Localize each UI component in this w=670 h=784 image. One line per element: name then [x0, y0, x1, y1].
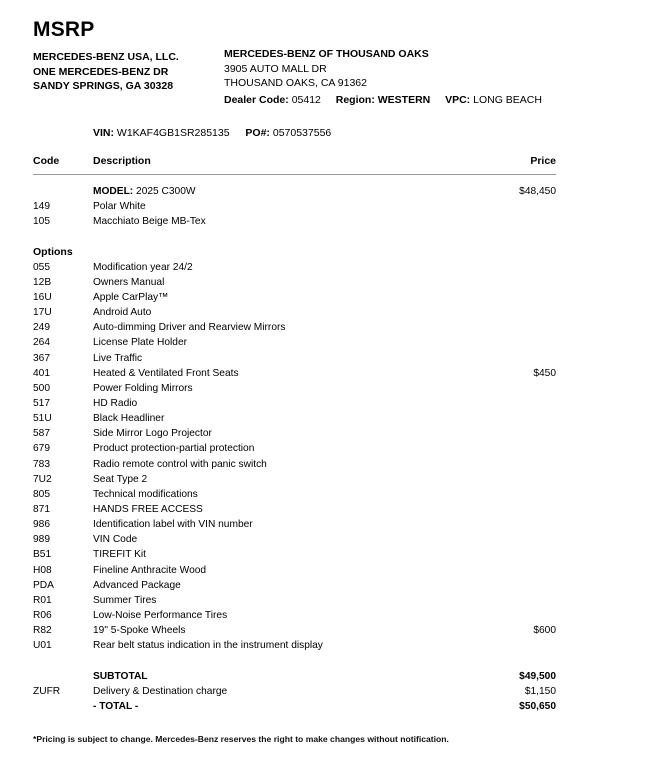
- row-description: Auto-dimming Driver and Rearview Mirrors: [93, 322, 286, 334]
- row-code: R82: [33, 625, 52, 637]
- row-description: Advanced Package: [93, 579, 181, 591]
- dealer-block: [224, 47, 542, 107]
- page-title: MSRP: [33, 18, 95, 41]
- row-code: 51U: [33, 413, 52, 425]
- row-code: 500: [33, 382, 50, 394]
- footnote: *Pricing is subject to change. Mercedes-Benz reserves the right to make changes without notification.: [33, 734, 449, 744]
- row-code: 055: [33, 261, 50, 273]
- row-code: U01: [33, 640, 52, 652]
- row-code: 12B: [33, 276, 52, 288]
- row-description: License Plate Holder: [93, 337, 188, 349]
- row-description: Live Traffic: [93, 352, 143, 364]
- dealer-name: MERCEDES-BENZ OF THOUSAND OAKS: [224, 48, 429, 60]
- row-spacer: [33, 653, 556, 668]
- region-label: Region:: [335, 93, 375, 106]
- row-description: Product protection-partial protection: [93, 443, 255, 455]
- row-description: TIREFIT Kit: [93, 549, 147, 561]
- table-row-model: [33, 184, 556, 199]
- row-description: Low-Noise Performance Tires: [93, 609, 228, 621]
- manufacturer-address: [33, 50, 179, 94]
- table-row: [33, 381, 556, 396]
- table-row: [33, 487, 556, 502]
- po-label: PO#:: [245, 127, 270, 139]
- total-row: [33, 699, 556, 714]
- row-description: Radio remote control with panic switch: [93, 458, 267, 470]
- row-code: 367: [33, 352, 50, 364]
- row-description: Modification year 24/2: [93, 261, 193, 273]
- row-description: Delivery & Destination charge: [93, 685, 228, 697]
- table-row: [33, 260, 556, 275]
- table-row: [33, 411, 556, 426]
- row-code: B51: [33, 549, 52, 561]
- table-row: [33, 638, 556, 653]
- row-code: 16U: [33, 291, 52, 303]
- table-row: [33, 214, 556, 229]
- vpc-value: LONG BEACH: [473, 93, 542, 106]
- row-code: R06: [33, 609, 52, 621]
- row-price: $49,500: [519, 670, 556, 682]
- row-price: $600: [533, 625, 556, 637]
- row-code: 105: [33, 216, 50, 228]
- row-price: $50,650: [519, 700, 556, 712]
- po-value: 0570537556: [272, 127, 332, 139]
- table-row: [33, 320, 556, 335]
- destination-charge-row: [33, 684, 556, 699]
- row-description: Macchiato Beige MB-Tex: [93, 216, 206, 228]
- vin-label: VIN:: [93, 127, 114, 139]
- row-code: PDA: [33, 579, 54, 591]
- vin-line: [93, 127, 331, 139]
- row-spacer: [33, 229, 556, 244]
- table-row: [33, 593, 556, 608]
- row-description: Seat Type 2: [93, 473, 148, 485]
- row-code: 805: [33, 488, 50, 500]
- table-row: [33, 547, 556, 562]
- table-row: [33, 366, 556, 381]
- subtotal-row: [33, 669, 556, 684]
- row-description: Identification label with VIN number: [93, 519, 253, 531]
- dealer-code-value: 05412: [291, 93, 321, 106]
- manufacturer-line-3: SANDY SPRINGS, GA 30328: [33, 80, 174, 92]
- row-description: Android Auto: [93, 307, 152, 319]
- row-description: VIN Code: [93, 534, 138, 546]
- row-description: Black Headliner: [93, 413, 165, 425]
- vpc-label: VPC:: [445, 93, 471, 106]
- row-description: HD Radio: [93, 397, 138, 409]
- table-row: [33, 623, 556, 638]
- column-header-code: Code: [33, 155, 60, 167]
- line-items: [33, 184, 556, 714]
- row-code: R01: [33, 594, 52, 606]
- table-row: [33, 457, 556, 472]
- options-section-header: [33, 245, 556, 260]
- row-code: 17U: [33, 307, 52, 319]
- column-header-price: Price: [530, 155, 556, 167]
- dealer-address-2: THOUSAND OAKS, CA 91362: [224, 77, 367, 89]
- table-row: [33, 199, 556, 214]
- row-description: Technical modifications: [93, 488, 198, 500]
- row-description: Apple CarPlay™: [93, 291, 169, 303]
- table-row: [33, 578, 556, 593]
- row-price: $450: [533, 367, 556, 379]
- table-row: [33, 351, 556, 366]
- vin-value: W1KAF4GB1SR285135: [116, 127, 230, 139]
- table-row: [33, 563, 556, 578]
- row-description: Owners Manual: [93, 276, 165, 288]
- row-code: 7U2: [33, 473, 52, 485]
- row-code: 149: [33, 201, 50, 213]
- row-code: 679: [33, 443, 50, 455]
- row-code: ZUFR: [33, 685, 61, 697]
- row-description: 19" 5-Spoke Wheels: [93, 625, 186, 637]
- model-value: 2025 C300W: [136, 186, 196, 197]
- table-row: [33, 517, 556, 532]
- row-description: Polar White: [93, 201, 146, 213]
- row-description: SUBTOTAL: [93, 670, 148, 682]
- model-label: MODEL:: [93, 186, 134, 197]
- row-description: - TOTAL -: [93, 700, 139, 712]
- table-row: [33, 335, 556, 350]
- row-code: 517: [33, 397, 50, 409]
- row-description: Power Folding Mirrors: [93, 382, 193, 394]
- table-row: [33, 426, 556, 441]
- row-code: 783: [33, 458, 50, 470]
- table-row: [33, 275, 556, 290]
- row-code: 401: [33, 367, 50, 379]
- row-description: Fineline Anthracite Wood: [93, 564, 207, 576]
- table-row: [33, 396, 556, 411]
- manufacturer-line-2: ONE MERCEDES-BENZ DR: [33, 65, 169, 78]
- dealer-code-label: Dealer Code:: [224, 93, 289, 106]
- row-description: HANDS FREE ACCESS: [93, 503, 203, 515]
- region-value: WESTERN: [377, 93, 431, 106]
- row-description: [93, 184, 196, 199]
- table-row: [33, 305, 556, 320]
- table-row: [33, 608, 556, 623]
- row-code: 264: [33, 337, 50, 349]
- table-row: [33, 532, 556, 547]
- row-description: Summer Tires: [93, 594, 157, 606]
- options-label: Options: [33, 245, 73, 258]
- row-description: Rear belt status indication in the instrument display: [93, 640, 323, 652]
- table-row: [33, 290, 556, 305]
- header-divider: [33, 174, 556, 175]
- table-row: [33, 472, 556, 487]
- row-code: 989: [33, 534, 50, 546]
- column-header-description: Description: [93, 155, 151, 167]
- row-code: 871: [33, 503, 50, 515]
- table-row: [33, 502, 556, 517]
- row-code: H08: [33, 564, 52, 576]
- manufacturer-line-1: MERCEDES-BENZ USA, LLC.: [33, 51, 179, 63]
- row-price: $1,150: [524, 685, 556, 697]
- row-code: 587: [33, 428, 50, 440]
- dealer-address-1: 3905 AUTO MALL DR: [224, 62, 327, 75]
- row-code: 986: [33, 519, 50, 531]
- row-code: 249: [33, 322, 50, 334]
- table-row: [33, 441, 556, 456]
- dealer-codes: [224, 93, 542, 108]
- row-description: Heated & Ventilated Front Seats: [93, 367, 239, 379]
- row-description: Side Mirror Logo Projector: [93, 428, 212, 440]
- row-price: $48,450: [519, 186, 556, 197]
